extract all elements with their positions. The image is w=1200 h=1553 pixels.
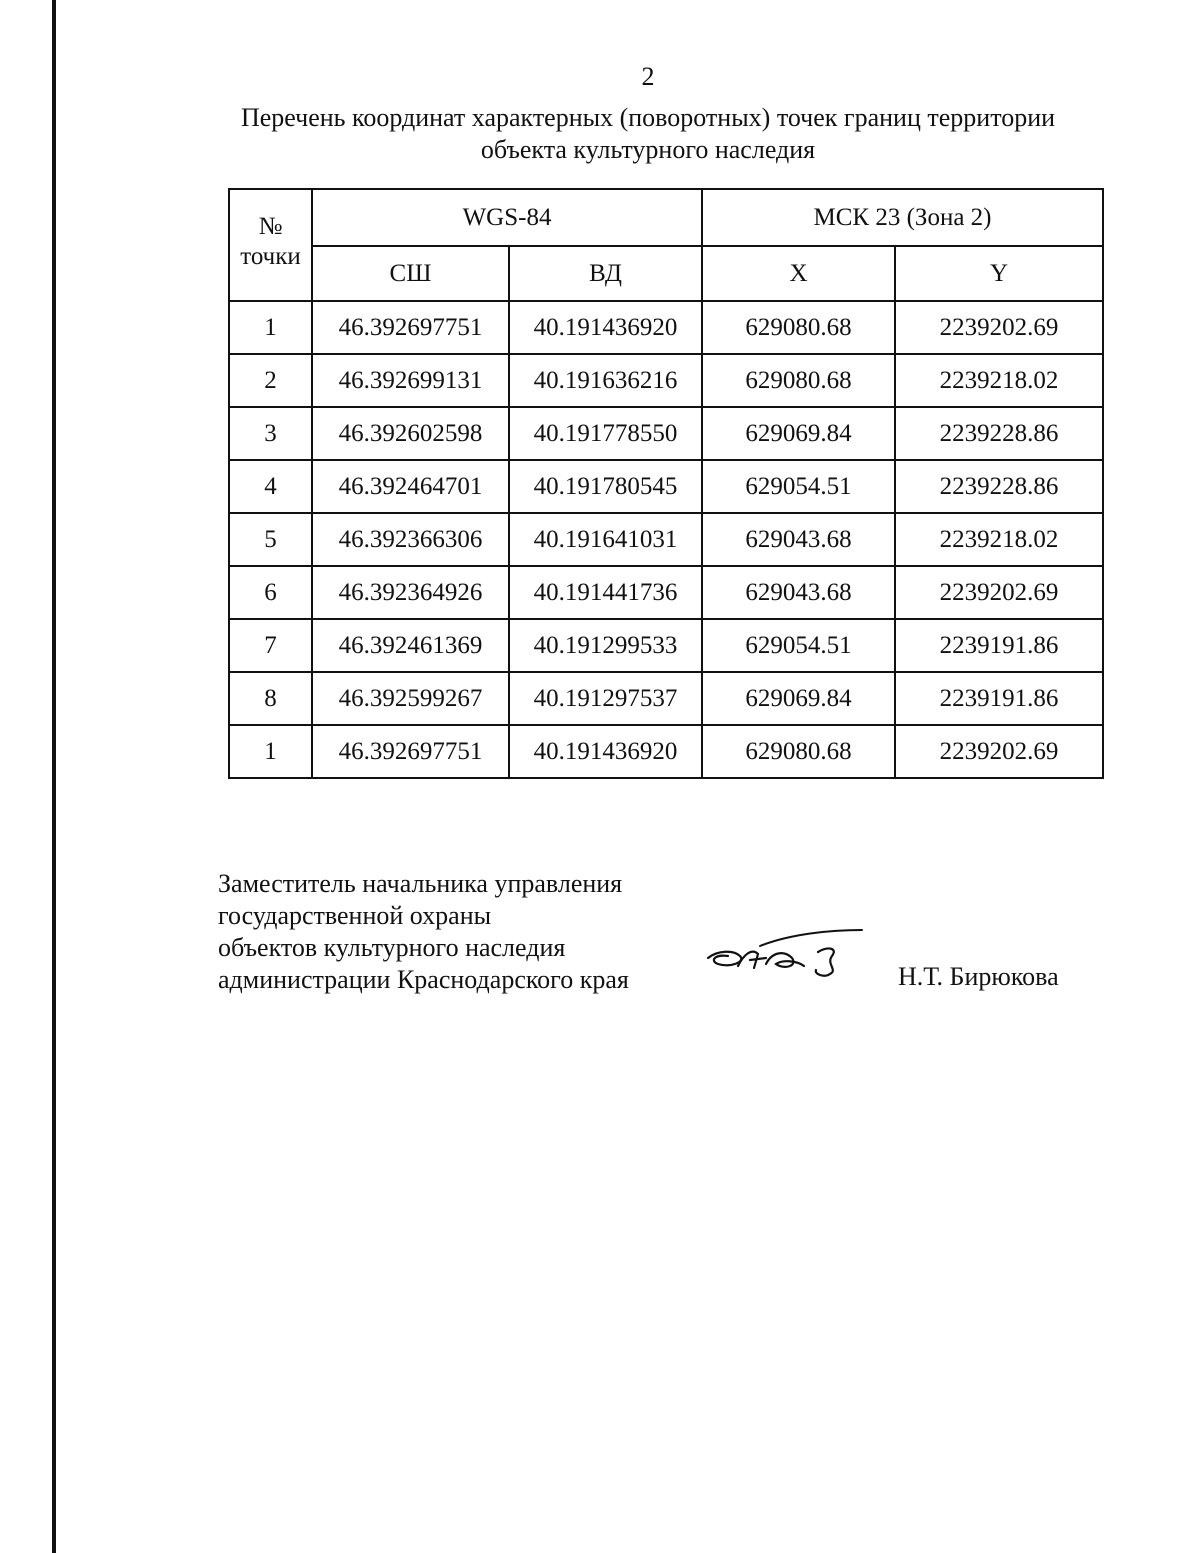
- table-header-row-columns: [229, 246, 1103, 301]
- cell-longitude: 40.191441736: [509, 566, 702, 619]
- table-row: [229, 460, 1103, 513]
- cell-point-number: 1: [229, 301, 312, 354]
- coordinates-table: [228, 188, 1104, 779]
- cell-x: 629043.68: [702, 513, 895, 566]
- cell-longitude: 40.191436920: [509, 725, 702, 778]
- cell-y: 2239191.86: [895, 672, 1103, 725]
- cell-y: 2239228.86: [895, 460, 1103, 513]
- cell-point-number: 4: [229, 460, 312, 513]
- document-title: [0, 102, 1200, 166]
- document-title-line-1: Перечень координат характерных (поворотных) точек границ территории: [240, 103, 1056, 132]
- cell-latitude: 46.392602598: [312, 407, 509, 460]
- cell-x: 629054.51: [702, 619, 895, 672]
- signatory-name: Н.Т. Бирюкова: [898, 962, 1059, 991]
- cell-x: 629043.68: [702, 566, 895, 619]
- cell-y: 2239218.02: [895, 513, 1103, 566]
- cell-point-number: 1: [229, 725, 312, 778]
- cell-longitude: 40.191299533: [509, 619, 702, 672]
- header-point-number-label: точки: [240, 243, 301, 270]
- document-title-line-2: объекта культурного наследия: [480, 135, 816, 164]
- cell-latitude: 46.392366306: [312, 513, 509, 566]
- table-row: [229, 301, 1103, 354]
- cell-point-number: 3: [229, 407, 312, 460]
- table-header-row-groups: [229, 189, 1103, 246]
- cell-x: 629054.51: [702, 460, 895, 513]
- signatory-position: [218, 868, 629, 996]
- header-longitude: ВД: [509, 246, 702, 301]
- cell-longitude: 40.191436920: [509, 301, 702, 354]
- table-row: [229, 407, 1103, 460]
- cell-y: 2239218.02: [895, 354, 1103, 407]
- table-row: [229, 725, 1103, 778]
- cell-point-number: 2: [229, 354, 312, 407]
- header-point-number-symbol: №: [258, 213, 283, 240]
- header-x: X: [702, 246, 895, 301]
- cell-x: 629080.68: [702, 725, 895, 778]
- cell-longitude: 40.191297537: [509, 672, 702, 725]
- table-row: [229, 566, 1103, 619]
- page-number: 2: [641, 62, 655, 91]
- signatory-position-line-3: объектов культурного наследия: [218, 933, 566, 962]
- cell-y: 2239228.86: [895, 407, 1103, 460]
- table-row: [229, 619, 1103, 672]
- cell-x: 629069.84: [702, 672, 895, 725]
- cell-longitude: 40.191780545: [509, 460, 702, 513]
- signatory-position-line-1: Заместитель начальника управления: [218, 869, 623, 898]
- header-group-wgs84: WGS-84: [312, 189, 702, 246]
- cell-latitude: 46.392464701: [312, 460, 509, 513]
- cell-point-number: 7: [229, 619, 312, 672]
- page-left-border-line: [52, 0, 56, 1553]
- cell-x: 629069.84: [702, 407, 895, 460]
- table-row: [229, 513, 1103, 566]
- cell-point-number: 5: [229, 513, 312, 566]
- cell-latitude: 46.392599267: [312, 672, 509, 725]
- cell-latitude: 46.392364926: [312, 566, 509, 619]
- cell-latitude: 46.392461369: [312, 619, 509, 672]
- signatory-position-line-4: администрации Краснодарского края: [218, 965, 629, 994]
- cell-y: 2239202.69: [895, 566, 1103, 619]
- header-y: Y: [895, 246, 1103, 301]
- cell-x: 629080.68: [702, 301, 895, 354]
- cell-y: 2239202.69: [895, 301, 1103, 354]
- table-row: [229, 354, 1103, 407]
- handwritten-signature: [700, 920, 870, 990]
- cell-point-number: 8: [229, 672, 312, 725]
- cell-latitude: 46.392699131: [312, 354, 509, 407]
- cell-point-number: 6: [229, 566, 312, 619]
- cell-longitude: 40.191636216: [509, 354, 702, 407]
- cell-longitude: 40.191778550: [509, 407, 702, 460]
- cell-y: 2239191.86: [895, 619, 1103, 672]
- header-group-msk23: МСК 23 (Зона 2): [702, 189, 1103, 246]
- cell-x: 629080.68: [702, 354, 895, 407]
- cell-latitude: 46.392697751: [312, 301, 509, 354]
- signatory-position-line-2: государственной охраны: [218, 901, 492, 930]
- cell-longitude: 40.191641031: [509, 513, 702, 566]
- header-latitude: СШ: [312, 246, 509, 301]
- cell-y: 2239202.69: [895, 725, 1103, 778]
- header-point-number: [229, 189, 312, 301]
- cell-latitude: 46.392697751: [312, 725, 509, 778]
- table-row: [229, 672, 1103, 725]
